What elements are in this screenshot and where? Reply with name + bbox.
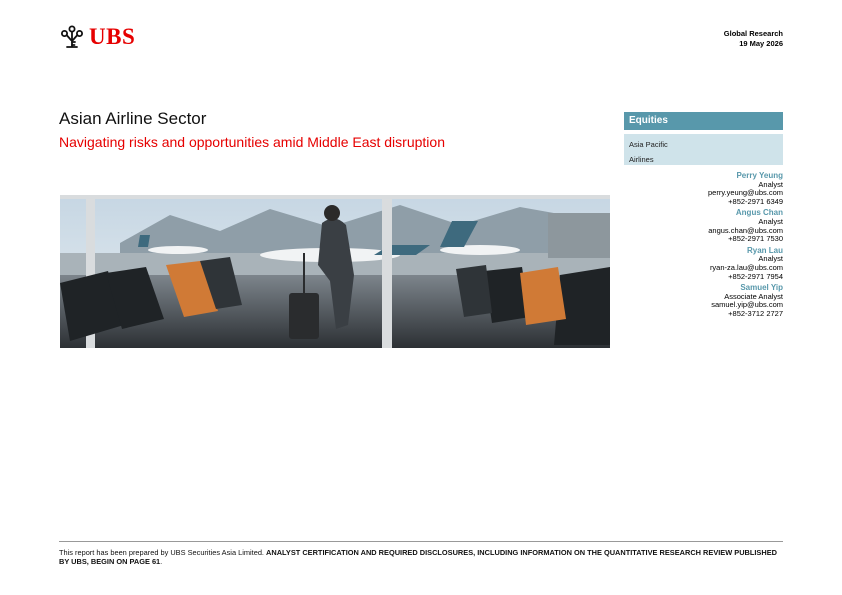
asset-class-banner: Equities xyxy=(624,112,783,130)
three-keys-icon xyxy=(59,24,85,50)
analyst-phone: +852-2971 7954 xyxy=(728,271,783,281)
sector-tag: Airlines xyxy=(629,155,654,164)
analyst-email[interactable]: samuel.yip@ubs.com xyxy=(711,300,783,310)
analyst-entry xyxy=(708,209,783,243)
analyst-role: Analyst xyxy=(758,216,783,226)
region-tag: Asia Pacific xyxy=(629,140,668,149)
analyst-phone: +852-3712 2727 xyxy=(728,308,783,318)
classification-tags xyxy=(624,134,783,165)
analyst-phone: +852-2971 7530 xyxy=(728,234,783,244)
report-title: Asian Airline Sector xyxy=(59,109,207,128)
footer-prefix: This report has been prepared by UBS Securities Asia Limited. xyxy=(59,548,267,557)
ubs-logo xyxy=(59,24,135,50)
report-date: 19 May 2026 xyxy=(739,39,783,48)
airport-lounge-image xyxy=(60,195,610,348)
analyst-entry xyxy=(708,247,783,281)
disclosure-footer xyxy=(59,541,783,566)
analyst-entry xyxy=(708,284,783,318)
analyst-role: Analyst xyxy=(758,254,783,264)
analyst-name: Ryan Lau xyxy=(746,245,783,255)
analyst-email[interactable]: ryan-za.lau@ubs.com xyxy=(709,262,783,272)
analyst-phone: +852-2971 6349 xyxy=(728,196,783,206)
analyst-email[interactable]: angus.chan@ubs.com xyxy=(708,225,783,235)
header-meta xyxy=(724,29,783,49)
division-label: Global Research xyxy=(723,29,783,38)
brand-wordmark: UBS xyxy=(89,24,136,49)
analyst-role: Associate Analyst xyxy=(724,291,783,301)
report-subtitle: Navigating risks and opportunities amid Middle East disruption xyxy=(59,134,445,150)
analyst-email[interactable]: perry.yeung@ubs.com xyxy=(707,188,783,198)
analyst-name: Samuel Yip xyxy=(740,283,783,293)
analyst-role: Analyst xyxy=(758,179,783,189)
analyst-list xyxy=(708,172,783,322)
footer-suffix: . xyxy=(160,557,163,566)
analyst-name: Perry Yeung xyxy=(736,171,783,180)
analyst-name: Angus Chan xyxy=(735,208,783,218)
footer-disclosure-notice: ANALYST CERTIFICATION AND REQUIRED DISCLOSURES, INCLUDING INFORMATION ON THE QUANTITATIVE RESEARCH REVIEW PUBLISHED BY UBS, BEGIN ON PAGE 61 xyxy=(59,548,777,566)
analyst-entry xyxy=(708,172,783,206)
